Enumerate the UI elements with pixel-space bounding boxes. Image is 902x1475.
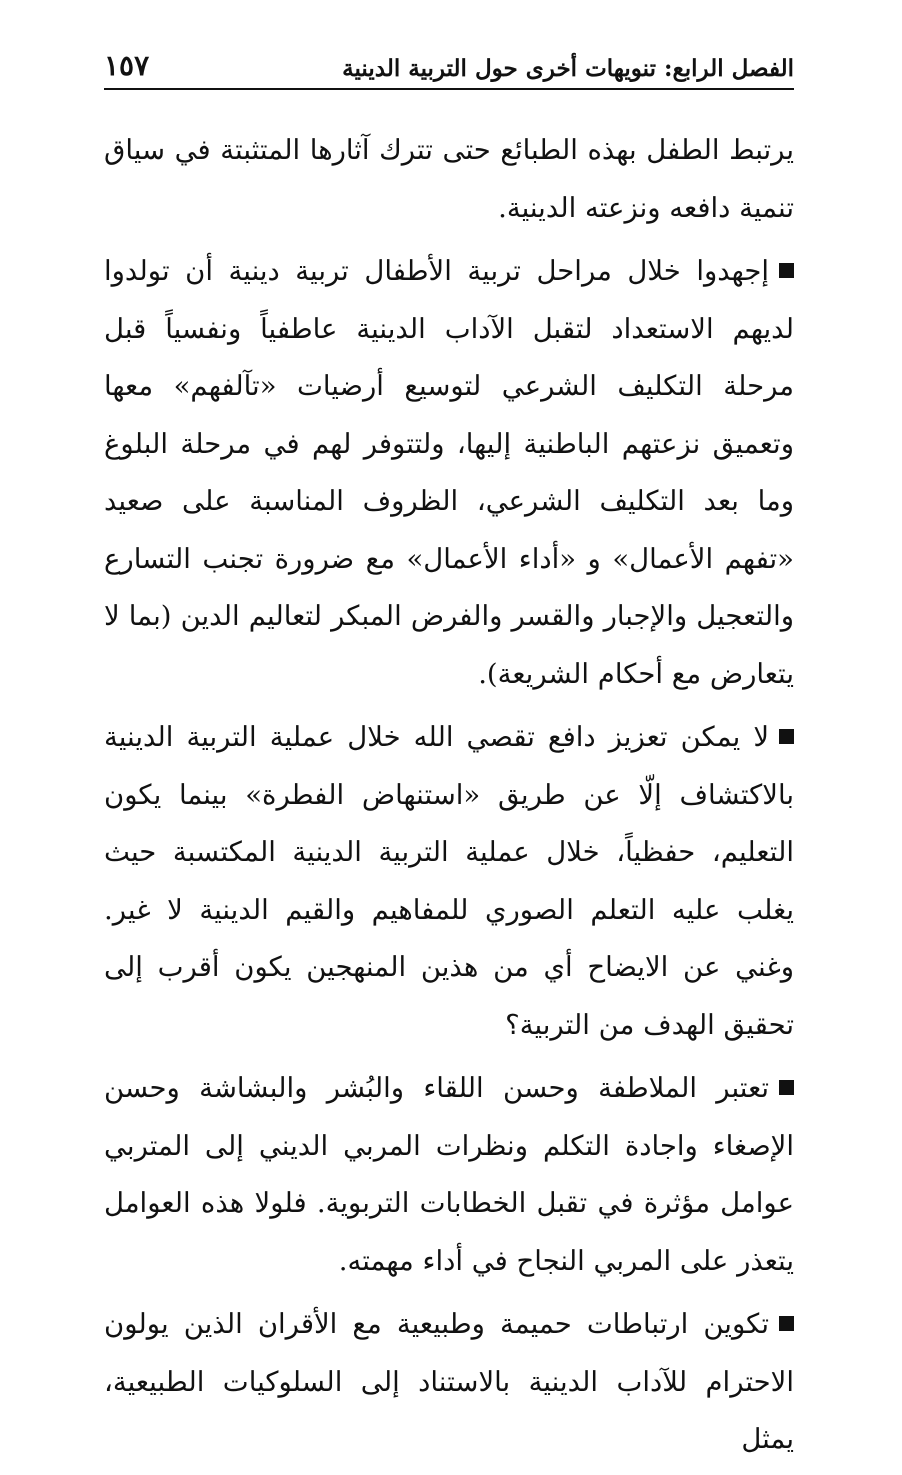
paragraph	[104, 1296, 794, 1469]
paragraph-text: إجهدوا خلال مراحل تربية الأطفال تربية دينية أن تولدوا لديهم الاستعداد لتقبل الآداب الدينية عاطفياً ونفسياً قبل مرحلة التكليف الشرعي لتوسيع أرضيات «تآلفهم» معها وتعميق نزعتهم الباطنية إليها، ولتتوفر لهم في مرحلة البلوغ وما بعد التكليف الشرعي، الظروف المناسبة على صعيد «تفهم الأعمال» و «أداء الأعمال» مع ضرورة تجنب التسارع والتعجيل والإجبار والقسر والفرض المبكر لتعاليم الدين (بما لا يتعارض مع أحكام الشريعة).	[104, 255, 794, 690]
running-title: الفصل الرابع: تنويهات أخرى حول التربية الدينية	[342, 55, 794, 82]
paragraph	[104, 1060, 794, 1290]
paragraph	[104, 243, 794, 703]
paragraph-text: تعتبر الملاطفة وحسن اللقاء والبُشر والبشاشة وحسن الإصغاء واجادة التكلم ونظرات المربي الديني إلى المتربي عوامل مؤثرة في تقبل الخطابات التربوية. فلولا هذه العوامل يتعذر على المربي النجاح في أداء مهمته.	[104, 1072, 794, 1277]
body-text	[104, 122, 794, 1469]
page-number: ١٥٧	[104, 49, 150, 82]
paragraph-text: لا يمكن تعزيز دافع تقصي الله خلال عملية التربية الدينية بالاكتشاف إلّا عن طريق «استنهاض الفطرة» بينما يكون التعليم، حفظياً، خلال عملية التربية الدينية المكتسبة حيث يغلب عليه التعلم الصوري للمفاهيم والقيم الدينية لا غير. وغني عن الايضاح أي من هذين المنهجين يكون أقرب إلى تحقيق الهدف من التربية؟	[104, 721, 794, 1041]
book-page	[104, 38, 794, 1475]
paragraph-text: يرتبط الطفل بهذه الطبائع حتى تترك آثارها المتثبتة في سياق تنمية دافعه ونزعته الدينية.	[104, 134, 794, 224]
paragraph-text: تكوين ارتباطات حميمة وطبيعية مع الأقران الذين يولون الاحترام للآداب الدينية بالاستناد إلى السلوكيات الطبيعية، يمثل	[104, 1308, 794, 1455]
paragraph	[104, 122, 794, 237]
square-bullet-icon	[779, 729, 794, 744]
square-bullet-icon	[779, 263, 794, 278]
square-bullet-icon	[779, 1080, 794, 1095]
paragraph	[104, 709, 794, 1054]
square-bullet-icon	[779, 1316, 794, 1331]
page-header	[104, 38, 794, 90]
